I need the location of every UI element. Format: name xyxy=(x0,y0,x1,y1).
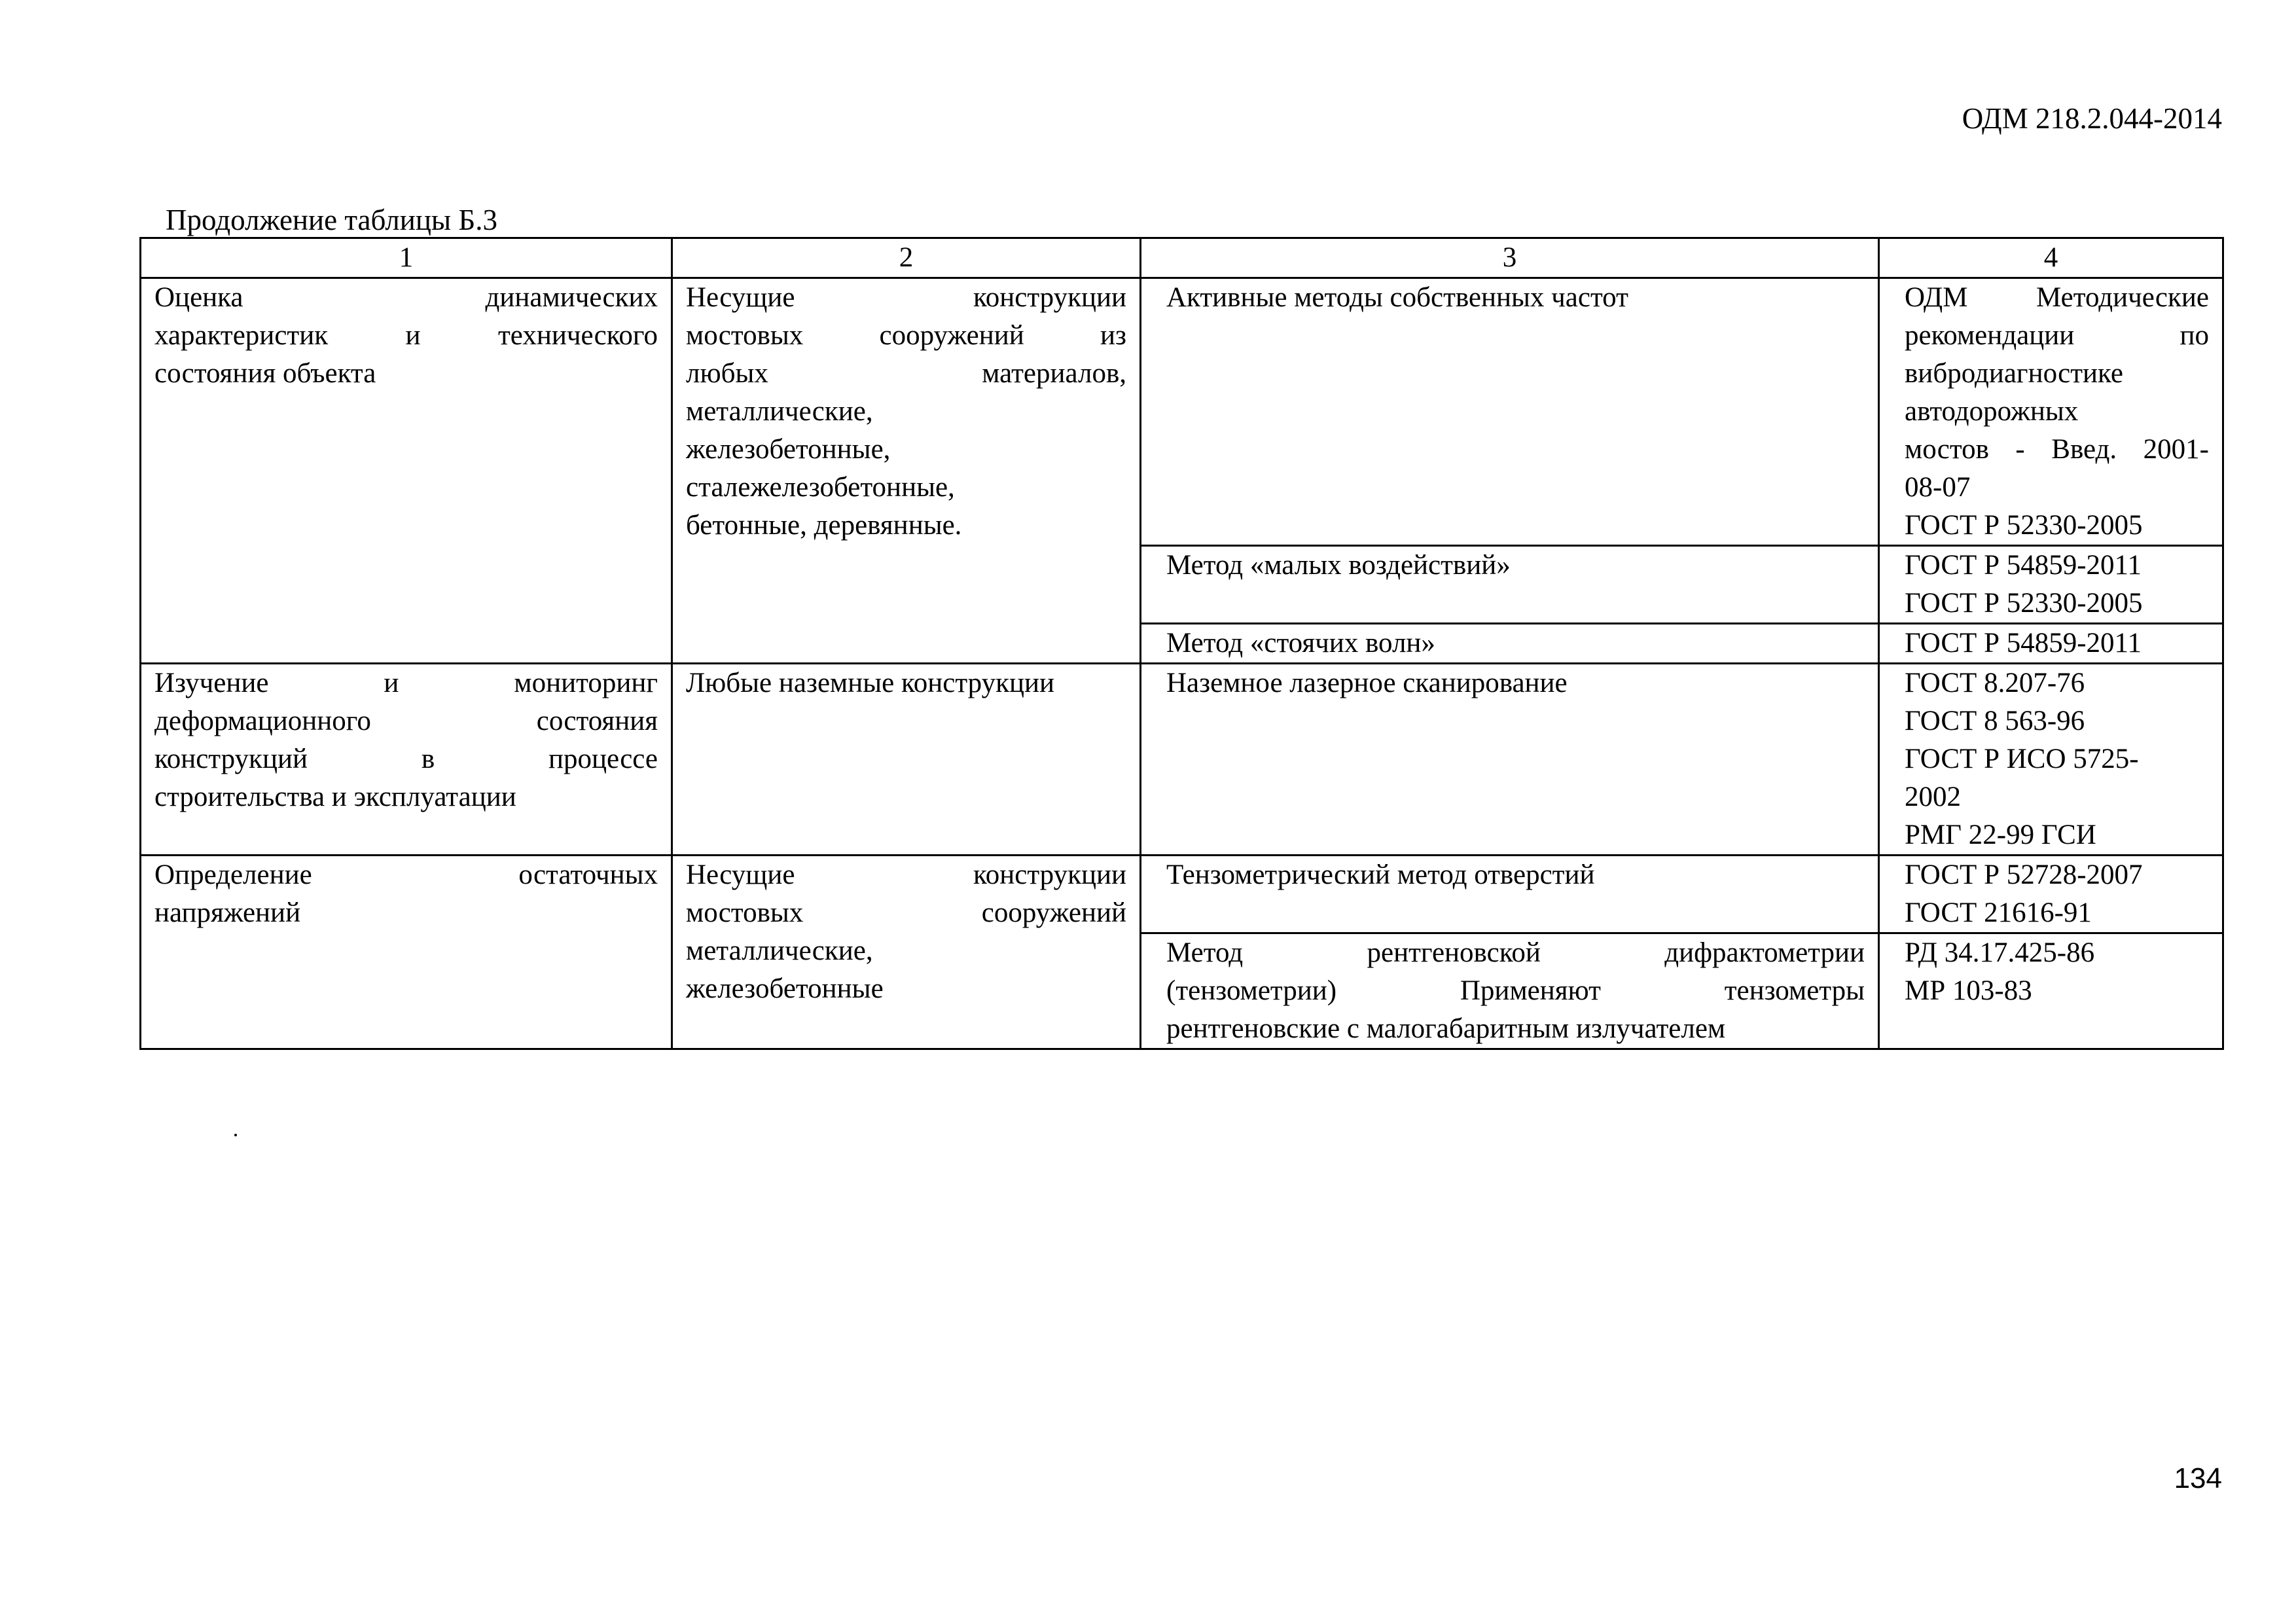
method-cell: Метод «стоячих волн» xyxy=(1141,624,1879,664)
purpose-line: деформационного состояния xyxy=(154,706,658,736)
purpose-line: конструкций в процессе xyxy=(154,744,658,774)
doc-line: 08-07 xyxy=(1905,472,1971,503)
table-row xyxy=(141,664,2223,856)
method-cell: Наземное лазерное сканирование xyxy=(1141,664,1879,856)
purpose-line: состояния объекта xyxy=(154,358,376,389)
column-number-4: 4 xyxy=(1879,238,2223,278)
column-number-3: 3 xyxy=(1141,238,1879,278)
doc-line: ГОСТ Р 54859-2011 xyxy=(1905,628,2142,659)
column-number-2: 2 xyxy=(672,238,1141,278)
objects-line: железобетонные, xyxy=(686,434,891,465)
purpose-cell xyxy=(141,856,672,1049)
doc-line: 2002 xyxy=(1905,782,1961,812)
method-cell xyxy=(1141,933,1879,1049)
page-number: 134 xyxy=(2174,1462,2222,1494)
doc-line: ГОСТ Р 54859-2011 xyxy=(1905,550,2142,581)
objects-line: железобетонные xyxy=(686,973,884,1004)
doc-line: ГОСТ Р 52330-2005 xyxy=(1905,510,2143,541)
doc-line: РМГ 22-99 ГСИ xyxy=(1905,820,2096,850)
method-line: рентгеновские с малогабаритным излучателем xyxy=(1166,1013,1726,1044)
purpose-line: напряжений xyxy=(154,897,301,928)
objects-line: Несущие конструкции xyxy=(686,282,1126,313)
objects-cell xyxy=(672,278,1141,664)
doc-line: ГОСТ Р 52728-2007 xyxy=(1905,859,2143,890)
normative-docs-cell xyxy=(1879,933,2223,1049)
doc-line: ГОСТ 8.207-76 xyxy=(1905,668,2085,698)
method-line: Метод рентгеновской дифрактометрии xyxy=(1166,937,1865,968)
purpose-line: характеристик и технического xyxy=(154,320,658,351)
doc-line: ГОСТ 21616-91 xyxy=(1905,897,2092,928)
method-cell xyxy=(1141,856,1879,933)
doc-line: ОДМ Методические xyxy=(1905,282,2209,313)
method-cell: Активные методы собственных частот xyxy=(1141,278,1879,546)
normative-docs-cell xyxy=(1879,856,2223,933)
method-line: Тензометрический метод отверстий xyxy=(1166,859,1595,890)
normative-docs-cell xyxy=(1879,546,2223,624)
method-line: (тензометрии) Применяют тензометры xyxy=(1166,975,1865,1006)
table-row xyxy=(141,278,2223,546)
normative-docs-cell xyxy=(1879,624,2223,664)
purpose-line: Оценка динамических xyxy=(154,282,658,313)
document-code: ОДМ 218.2.044-2014 xyxy=(1962,102,2222,135)
objects-cell: Любые наземные конструкции xyxy=(672,664,1141,856)
stray-dot xyxy=(234,1134,237,1136)
table-column-numbers-row xyxy=(141,238,2223,278)
objects-line: мостовых сооружений xyxy=(686,897,1126,928)
normative-docs-cell xyxy=(1879,664,2223,856)
doc-line: МР 103-83 xyxy=(1905,975,2032,1006)
objects-line: мостовых сооружений из xyxy=(686,320,1126,351)
objects-cell xyxy=(672,856,1141,1049)
doc-line: автодорожных xyxy=(1905,396,2079,427)
objects-line: металлические, xyxy=(686,396,873,427)
doc-line: рекомендации по xyxy=(1905,320,2209,351)
table-row xyxy=(141,856,2223,933)
doc-line: РД 34.17.425-86 xyxy=(1905,937,2095,968)
purpose-cell xyxy=(141,664,672,856)
doc-line: мостов - Введ. 2001- xyxy=(1905,434,2209,465)
objects-line: любых материалов, xyxy=(686,358,1126,389)
purpose-line: Изучение и мониторинг xyxy=(154,668,658,698)
objects-line: металлические, xyxy=(686,935,873,966)
objects-line: бетонные, деревянные. xyxy=(686,510,962,541)
doc-line: вибродиагностике xyxy=(1905,358,2123,389)
doc-line: ГОСТ Р ИСО 5725- xyxy=(1905,744,2139,774)
method-cell: Метод «малых воздействий» xyxy=(1141,546,1879,624)
objects-line: Несущие конструкции xyxy=(686,859,1126,890)
purpose-line: Определение остаточных xyxy=(154,859,658,890)
methods-table xyxy=(139,237,2224,1050)
doc-line: ГОСТ 8 563-96 xyxy=(1905,706,2085,736)
doc-line: ГОСТ Р 52330-2005 xyxy=(1905,588,2143,619)
objects-line: сталежелезобетонные, xyxy=(686,472,955,503)
purpose-cell xyxy=(141,278,672,664)
normative-docs-cell xyxy=(1879,278,2223,546)
table-caption: Продолжение таблицы Б.3 xyxy=(166,204,497,236)
column-number-1: 1 xyxy=(141,238,672,278)
purpose-line: строительства и эксплуатации xyxy=(154,782,516,812)
